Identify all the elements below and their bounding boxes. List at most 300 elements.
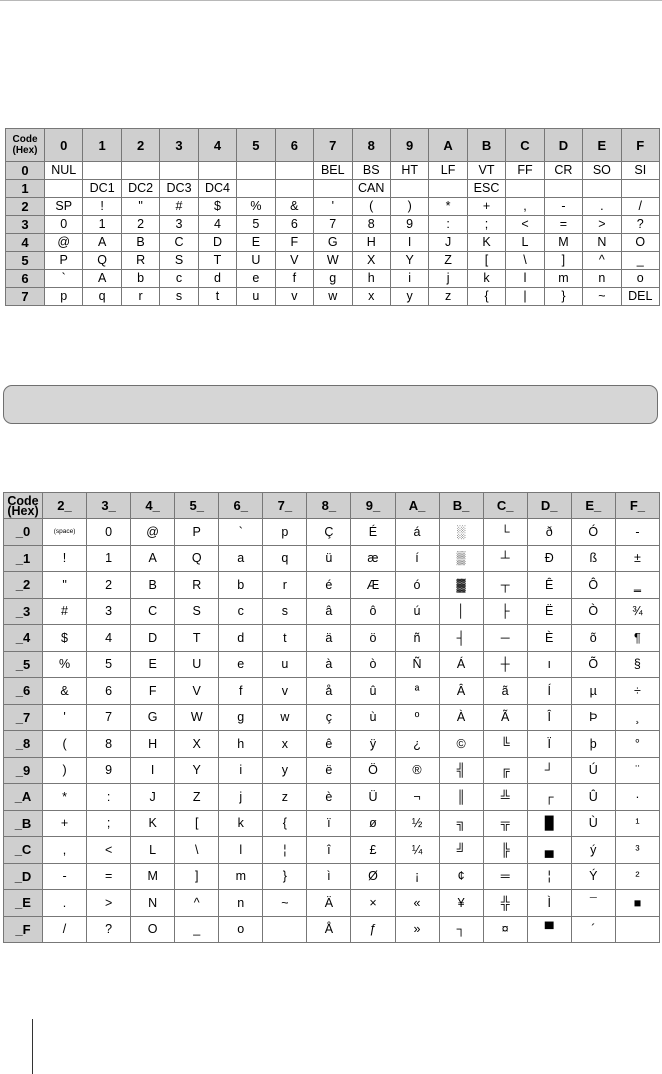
code-cell: \ bbox=[175, 837, 219, 864]
code-cell: j bbox=[219, 784, 263, 811]
code-cell: q bbox=[263, 545, 307, 572]
code-cell: < bbox=[87, 837, 131, 864]
code-cell: 7 bbox=[314, 216, 352, 234]
code-cell: K bbox=[131, 810, 175, 837]
code-cell: C bbox=[160, 234, 198, 252]
code-cell: ä bbox=[307, 625, 351, 652]
code-cell: O bbox=[131, 916, 175, 943]
code-cell: ' bbox=[314, 198, 352, 216]
code-cell: û bbox=[351, 678, 395, 705]
code-cell: b bbox=[121, 270, 159, 288]
code-cell bbox=[621, 180, 659, 198]
code-cell: ¢ bbox=[439, 863, 483, 890]
code-cell: µ bbox=[571, 678, 615, 705]
code-cell: v bbox=[275, 288, 313, 306]
code-cell: ð bbox=[527, 519, 571, 546]
code-cell: q bbox=[83, 288, 121, 306]
code-cell: ¿ bbox=[395, 731, 439, 758]
code-cell: l bbox=[506, 270, 544, 288]
table-row bbox=[4, 863, 660, 890]
code-cell: * bbox=[43, 784, 87, 811]
code-cell: ┘ bbox=[527, 757, 571, 784]
table-row bbox=[4, 598, 660, 625]
code-cell: ¹ bbox=[615, 810, 659, 837]
code-cell: © bbox=[439, 731, 483, 758]
column-header: F_ bbox=[615, 493, 659, 519]
code-cell: Ô bbox=[571, 572, 615, 599]
code-cell: $ bbox=[198, 198, 236, 216]
table-row bbox=[4, 916, 660, 943]
row-header: _F bbox=[4, 916, 43, 943]
code-cell: ı bbox=[527, 651, 571, 678]
code-cell: d bbox=[219, 625, 263, 652]
row-header: 6 bbox=[6, 270, 45, 288]
code-cell: ] bbox=[175, 863, 219, 890]
table-row bbox=[6, 270, 660, 288]
row-header: _6 bbox=[4, 678, 43, 705]
column-header: E bbox=[583, 129, 621, 162]
code-cell: ■ bbox=[615, 890, 659, 917]
code-cell: f bbox=[275, 270, 313, 288]
row-header: _8 bbox=[4, 731, 43, 758]
code-cell: ã bbox=[483, 678, 527, 705]
column-header: 3 bbox=[160, 129, 198, 162]
code-cell: X bbox=[352, 252, 390, 270]
code-cell: 4 bbox=[87, 625, 131, 652]
column-header: 5 bbox=[237, 129, 275, 162]
code-cell: x bbox=[352, 288, 390, 306]
code-cell: â bbox=[307, 598, 351, 625]
code-cell: + bbox=[43, 810, 87, 837]
code-cell: H bbox=[131, 731, 175, 758]
code-cell: DEL bbox=[621, 288, 659, 306]
code-cell: " bbox=[121, 198, 159, 216]
column-header: C bbox=[506, 129, 544, 162]
code-cell: ? bbox=[621, 216, 659, 234]
code-cell: [ bbox=[467, 252, 505, 270]
code-cell: 2 bbox=[87, 572, 131, 599]
code-cell: Ñ bbox=[395, 651, 439, 678]
code-cell: u bbox=[237, 288, 275, 306]
row-header: 4 bbox=[6, 234, 45, 252]
column-header: B_ bbox=[439, 493, 483, 519]
code-cell: M bbox=[544, 234, 582, 252]
column-header: C_ bbox=[483, 493, 527, 519]
table-row bbox=[4, 704, 660, 731]
code-cell: ¦ bbox=[263, 837, 307, 864]
code-cell: ü bbox=[307, 545, 351, 572]
row-header: 7 bbox=[6, 288, 45, 306]
column-header: 3_ bbox=[87, 493, 131, 519]
column-header: 6 bbox=[275, 129, 313, 162]
code-cell: ! bbox=[43, 545, 87, 572]
code-cell: x bbox=[263, 731, 307, 758]
code-cell: ! bbox=[83, 198, 121, 216]
code-cell: ; bbox=[467, 216, 505, 234]
code-cell: > bbox=[87, 890, 131, 917]
code-cell: | bbox=[506, 288, 544, 306]
code-cell bbox=[583, 180, 621, 198]
code-cell bbox=[263, 916, 307, 943]
code-cell: ▓ bbox=[439, 572, 483, 599]
code-cell: Ã bbox=[483, 704, 527, 731]
code-cell: Ý bbox=[571, 863, 615, 890]
code-cell: $ bbox=[43, 625, 87, 652]
row-header: _4 bbox=[4, 625, 43, 652]
code-cell bbox=[121, 162, 159, 180]
code-cell: { bbox=[263, 810, 307, 837]
section-header-bar bbox=[3, 385, 658, 424]
code-cell: } bbox=[263, 863, 307, 890]
code-cell: ù bbox=[351, 704, 395, 731]
code-cell: ^ bbox=[583, 252, 621, 270]
column-header: F bbox=[621, 129, 659, 162]
code-cell: K bbox=[467, 234, 505, 252]
code-cell: ÷ bbox=[615, 678, 659, 705]
code-cell: ² bbox=[615, 863, 659, 890]
code-cell: ú bbox=[395, 598, 439, 625]
code-cell: 0 bbox=[45, 216, 83, 234]
row-header: _1 bbox=[4, 545, 43, 572]
code-cell: ┬ bbox=[483, 572, 527, 599]
code-cell bbox=[275, 180, 313, 198]
column-header: D bbox=[544, 129, 582, 162]
code-cell: ┼ bbox=[483, 651, 527, 678]
code-cell: & bbox=[275, 198, 313, 216]
code-cell: ì bbox=[307, 863, 351, 890]
table-row bbox=[4, 784, 660, 811]
code-cell: - bbox=[43, 863, 87, 890]
code-cell: ¦ bbox=[527, 863, 571, 890]
code-cell: a bbox=[219, 545, 263, 572]
code-cell: VT bbox=[467, 162, 505, 180]
extended-code-table bbox=[3, 492, 660, 943]
code-cell: ¸ bbox=[615, 704, 659, 731]
ascii-code-table bbox=[5, 128, 660, 306]
code-cell: o bbox=[219, 916, 263, 943]
code-cell: ï bbox=[307, 810, 351, 837]
code-cell: T bbox=[198, 252, 236, 270]
code-cell: D bbox=[131, 625, 175, 652]
table-row bbox=[6, 198, 660, 216]
code-cell: ¨ bbox=[615, 757, 659, 784]
code-cell: S bbox=[175, 598, 219, 625]
code-cell: SI bbox=[621, 162, 659, 180]
code-cell: z bbox=[429, 288, 467, 306]
code-cell: ê bbox=[307, 731, 351, 758]
code-cell: r bbox=[121, 288, 159, 306]
code-cell: i bbox=[219, 757, 263, 784]
code-cell: : bbox=[429, 216, 467, 234]
column-header: 2 bbox=[121, 129, 159, 162]
code-cell: Æ bbox=[351, 572, 395, 599]
code-cell: N bbox=[583, 234, 621, 252]
code-cell: ª bbox=[395, 678, 439, 705]
code-cell: , bbox=[43, 837, 87, 864]
code-cell: % bbox=[43, 651, 87, 678]
code-cell: þ bbox=[571, 731, 615, 758]
code-cell: e bbox=[219, 651, 263, 678]
code-cell: ë bbox=[307, 757, 351, 784]
code-cell: & bbox=[43, 678, 87, 705]
code-cell: J bbox=[429, 234, 467, 252]
code-cell: ▒ bbox=[439, 545, 483, 572]
code-cell: Q bbox=[175, 545, 219, 572]
code-cell: ^ bbox=[175, 890, 219, 917]
code-cell: X bbox=[175, 731, 219, 758]
code-cell: v bbox=[263, 678, 307, 705]
code-cell: █ bbox=[527, 810, 571, 837]
code-cell bbox=[83, 162, 121, 180]
code-cell: ® bbox=[395, 757, 439, 784]
table-row bbox=[4, 651, 660, 678]
code-cell bbox=[237, 180, 275, 198]
column-header: 9 bbox=[390, 129, 428, 162]
code-cell: DC2 bbox=[121, 180, 159, 198]
code-cell: Þ bbox=[571, 704, 615, 731]
code-cell: ║ bbox=[439, 784, 483, 811]
code-cell: h bbox=[352, 270, 390, 288]
code-cell: À bbox=[439, 704, 483, 731]
code-cell: · bbox=[615, 784, 659, 811]
code-cell: Ö bbox=[351, 757, 395, 784]
code-cell: ╗ bbox=[439, 810, 483, 837]
code-cell: ¯ bbox=[571, 890, 615, 917]
code-cell: ) bbox=[390, 198, 428, 216]
code-cell: G bbox=[131, 704, 175, 731]
code-cell: > bbox=[583, 216, 621, 234]
code-cell: SP bbox=[45, 198, 83, 216]
row-header: _5 bbox=[4, 651, 43, 678]
code-cell: y bbox=[390, 288, 428, 306]
code-cell: ø bbox=[351, 810, 395, 837]
code-cell: ~ bbox=[263, 890, 307, 917]
code-cell: CR bbox=[544, 162, 582, 180]
code-cell: È bbox=[527, 625, 571, 652]
code-cell: ° bbox=[615, 731, 659, 758]
code-cell: Û bbox=[571, 784, 615, 811]
code-cell: ] bbox=[544, 252, 582, 270]
code-cell: ; bbox=[87, 810, 131, 837]
code-cell: B bbox=[131, 572, 175, 599]
row-header: _A bbox=[4, 784, 43, 811]
code-cell: _ bbox=[621, 252, 659, 270]
code-cell: k bbox=[467, 270, 505, 288]
code-cell bbox=[198, 162, 236, 180]
code-cell: A bbox=[131, 545, 175, 572]
code-cell: 9 bbox=[390, 216, 428, 234]
code-cell: ½ bbox=[395, 810, 439, 837]
code-cell: ¾ bbox=[615, 598, 659, 625]
code-cell: # bbox=[160, 198, 198, 216]
code-cell: ³ bbox=[615, 837, 659, 864]
code-cell: ┐ bbox=[439, 916, 483, 943]
code-header-line2: (Hex) bbox=[12, 145, 38, 156]
code-cell: [ bbox=[175, 810, 219, 837]
code-cell: LF bbox=[429, 162, 467, 180]
code-cell: Ú bbox=[571, 757, 615, 784]
column-header: 1 bbox=[83, 129, 121, 162]
table-row bbox=[6, 216, 660, 234]
code-cell: t bbox=[198, 288, 236, 306]
table-row bbox=[4, 731, 660, 758]
code-cell: A bbox=[83, 234, 121, 252]
code-cell: L bbox=[131, 837, 175, 864]
code-cell: ( bbox=[43, 731, 87, 758]
code-cell: 9 bbox=[87, 757, 131, 784]
code-cell: Õ bbox=[571, 651, 615, 678]
row-header: _B bbox=[4, 810, 43, 837]
code-cell: R bbox=[175, 572, 219, 599]
code-cell: Ì bbox=[527, 890, 571, 917]
code-cell: Å bbox=[307, 916, 351, 943]
code-header-line2: (Hex) bbox=[7, 503, 39, 518]
header-row bbox=[6, 129, 660, 162]
code-cell bbox=[275, 162, 313, 180]
code-cell: F bbox=[275, 234, 313, 252]
code-cell: M bbox=[131, 863, 175, 890]
code-cell: DC3 bbox=[160, 180, 198, 198]
code-cell: ¼ bbox=[395, 837, 439, 864]
code-cell: ╝ bbox=[439, 837, 483, 864]
code-cell: 6 bbox=[275, 216, 313, 234]
column-header: 8_ bbox=[307, 493, 351, 519]
code-cell: 3 bbox=[87, 598, 131, 625]
row-header: 3 bbox=[6, 216, 45, 234]
code-cell: 4 bbox=[198, 216, 236, 234]
code-cell: õ bbox=[571, 625, 615, 652]
code-cell: ¥ bbox=[439, 890, 483, 917]
code-cell: Z bbox=[429, 252, 467, 270]
code-cell: ╠ bbox=[483, 837, 527, 864]
table-row bbox=[6, 162, 660, 180]
code-cell: º bbox=[395, 704, 439, 731]
code-cell: Z bbox=[175, 784, 219, 811]
code-cell: ý bbox=[571, 837, 615, 864]
code-cell: P bbox=[45, 252, 83, 270]
code-cell: Í bbox=[527, 678, 571, 705]
code-cell: ┤ bbox=[439, 625, 483, 652]
code-cell: Ü bbox=[351, 784, 395, 811]
code-cell: W bbox=[175, 704, 219, 731]
column-header: 4_ bbox=[131, 493, 175, 519]
code-cell: » bbox=[395, 916, 439, 943]
code-cell: @ bbox=[45, 234, 83, 252]
code-cell: HT bbox=[390, 162, 428, 180]
code-cell: _ bbox=[175, 916, 219, 943]
code-cell: t bbox=[263, 625, 307, 652]
code-cell: ± bbox=[615, 545, 659, 572]
code-cell: u bbox=[263, 651, 307, 678]
code-cell: ┌ bbox=[527, 784, 571, 811]
code-cell: í bbox=[395, 545, 439, 572]
code-cell: ß bbox=[571, 545, 615, 572]
code-cell bbox=[544, 180, 582, 198]
code-cell: U bbox=[175, 651, 219, 678]
code-cell: 8 bbox=[352, 216, 390, 234]
code-cell: D bbox=[198, 234, 236, 252]
code-cell: ~ bbox=[583, 288, 621, 306]
code-cell: ƒ bbox=[351, 916, 395, 943]
code-cell bbox=[237, 162, 275, 180]
code-cell: å bbox=[307, 678, 351, 705]
code-cell bbox=[615, 916, 659, 943]
code-cell: V bbox=[275, 252, 313, 270]
code-cell: Ó bbox=[571, 519, 615, 546]
code-cell: ñ bbox=[395, 625, 439, 652]
code-cell: Ï bbox=[527, 731, 571, 758]
column-header: D_ bbox=[527, 493, 571, 519]
code-cell: æ bbox=[351, 545, 395, 572]
code-cell: 5 bbox=[87, 651, 131, 678]
table-row bbox=[6, 288, 660, 306]
code-cell: ▄ bbox=[527, 837, 571, 864]
code-cell: = bbox=[544, 216, 582, 234]
code-cell: ░ bbox=[439, 519, 483, 546]
code-cell: n bbox=[219, 890, 263, 917]
code-cell: S bbox=[160, 252, 198, 270]
code-cell: ç bbox=[307, 704, 351, 731]
code-cell: ¶ bbox=[615, 625, 659, 652]
code-cell: ? bbox=[87, 916, 131, 943]
code-cell: ô bbox=[351, 598, 395, 625]
code-cell: . bbox=[43, 890, 87, 917]
column-header: E_ bbox=[571, 493, 615, 519]
code-cell: 1 bbox=[83, 216, 121, 234]
code-cell: k bbox=[219, 810, 263, 837]
code-cell: o bbox=[621, 270, 659, 288]
code-cell: £ bbox=[351, 837, 395, 864]
code-cell: BS bbox=[352, 162, 390, 180]
code-cell: + bbox=[467, 198, 505, 216]
code-cell bbox=[314, 180, 352, 198]
table-row bbox=[6, 234, 660, 252]
code-cell: G bbox=[314, 234, 352, 252]
code-cell: Â bbox=[439, 678, 483, 705]
code-cell: ‗ bbox=[615, 572, 659, 599]
code-cell: Ø bbox=[351, 863, 395, 890]
code-cell bbox=[429, 180, 467, 198]
code-cell: ` bbox=[45, 270, 83, 288]
code-cell: I bbox=[131, 757, 175, 784]
column-header: 6_ bbox=[219, 493, 263, 519]
code-cell: 8 bbox=[87, 731, 131, 758]
code-cell: w bbox=[263, 704, 307, 731]
code-cell: └ bbox=[483, 519, 527, 546]
code-cell: y bbox=[263, 757, 307, 784]
row-header: _7 bbox=[4, 704, 43, 731]
code-cell: ╦ bbox=[483, 810, 527, 837]
code-cell: (space) bbox=[43, 519, 87, 546]
code-cell: m bbox=[219, 863, 263, 890]
code-cell: « bbox=[395, 890, 439, 917]
column-header: A bbox=[429, 129, 467, 162]
code-cell: e bbox=[237, 270, 275, 288]
code-cell: CAN bbox=[352, 180, 390, 198]
code-cell: ¡ bbox=[395, 863, 439, 890]
row-header: _9 bbox=[4, 757, 43, 784]
code-cell: \ bbox=[506, 252, 544, 270]
code-cell: ÿ bbox=[351, 731, 395, 758]
code-cell bbox=[45, 180, 83, 198]
code-cell: 1 bbox=[87, 545, 131, 572]
code-cell: / bbox=[621, 198, 659, 216]
code-cell: ═ bbox=[483, 863, 527, 890]
table-row bbox=[4, 519, 660, 546]
row-header: _C bbox=[4, 837, 43, 864]
code-cell: ╣ bbox=[439, 757, 483, 784]
code-cell: T bbox=[175, 625, 219, 652]
